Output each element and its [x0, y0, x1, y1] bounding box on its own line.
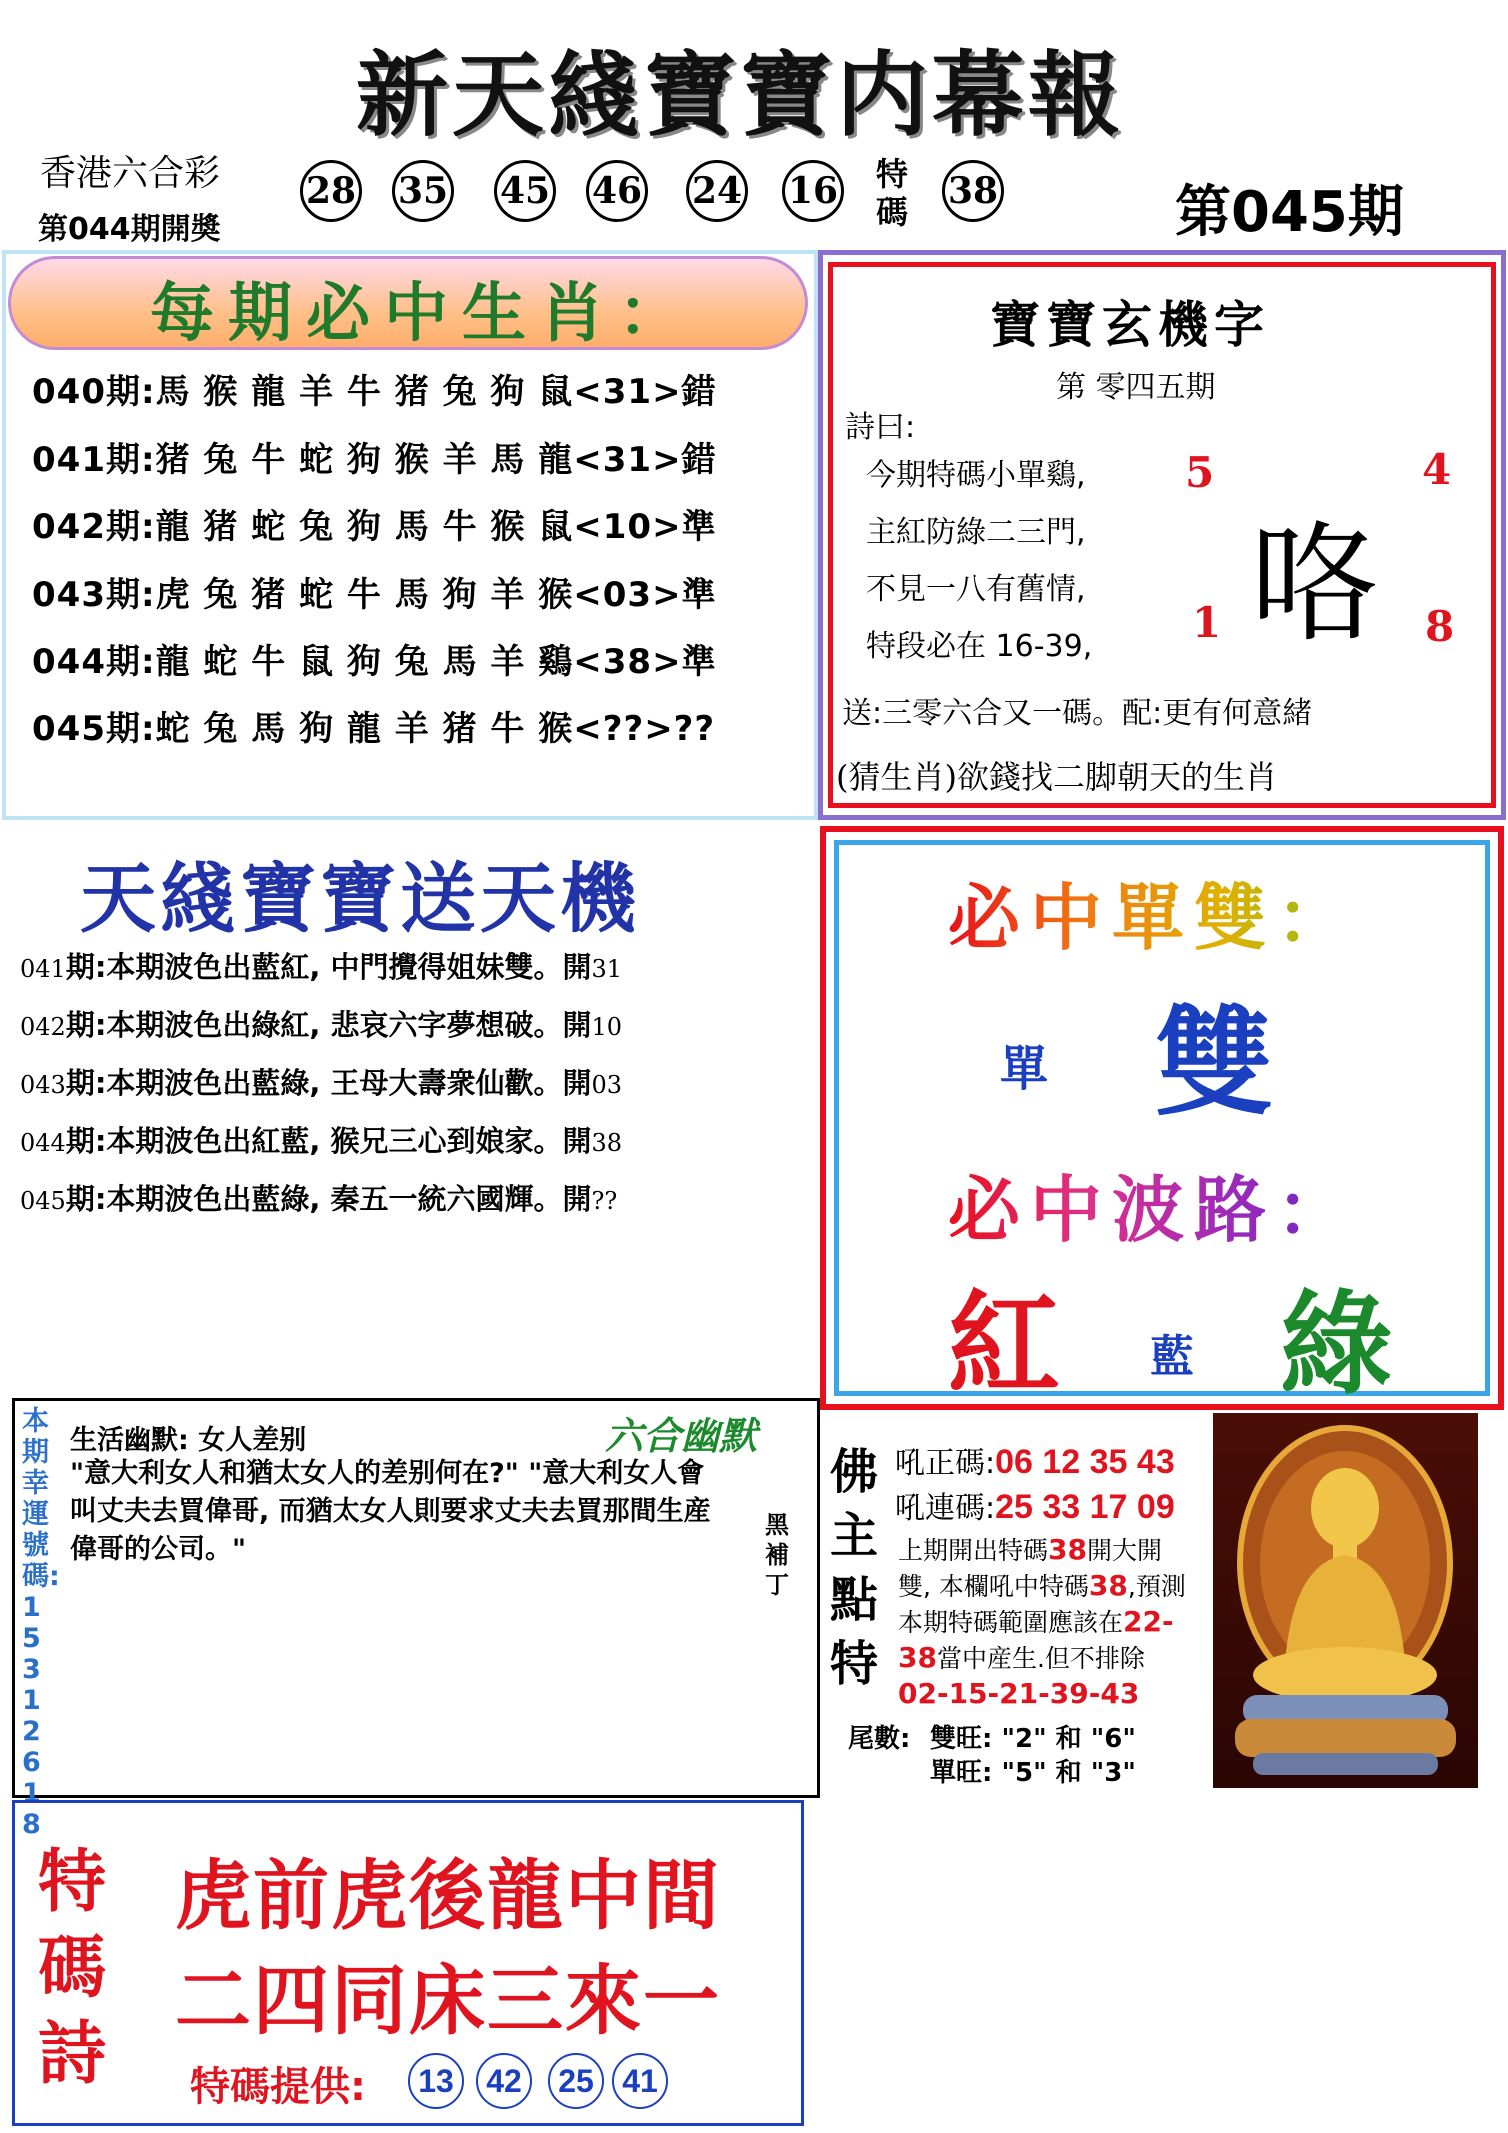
tianji-row-open: 03: [591, 1071, 623, 1099]
tianji-row-no: 041: [20, 955, 66, 983]
secret-line-2: (猜生肖)欲錢找二脚朝天的生肖: [836, 758, 1277, 796]
color-blue: 藍: [1150, 1331, 1194, 1382]
draw-number-5: 24: [686, 160, 748, 222]
zodiac-row: 042期:龍 猪 蛇 兔 狗 馬 牛 猴 鼠<10>準: [32, 507, 717, 547]
secret-line-1: 送:三零六合又一碼。配:更有何意緒: [842, 696, 1313, 731]
draw-number-6: 16: [782, 160, 844, 222]
humor-body: "意大利女人和猶太女人的差别何在?" "意大利女人會叫丈夫去買偉哥, 而猶太女人則要求丈夫去買那間生産偉哥的公司。": [70, 1458, 711, 1565]
desc-text: ,預測本期特碼範圍應該在: [898, 1572, 1186, 1637]
zodiac-row: 045期:蛇 兔 馬 狗 龍 羊 猪 牛 猴<??>??: [32, 709, 716, 749]
draw-number-4: 46: [586, 160, 648, 222]
tianji-row: [20, 1003, 622, 1044]
desc-number: 38: [1048, 1533, 1087, 1566]
corner-number-tr: 4: [1422, 445, 1452, 494]
humor-note: 黑補丁: [765, 1511, 789, 1599]
page-title: 新天綫寶寶内幕報: [355, 42, 1124, 149]
zheng-label: 吼正碼:: [895, 1446, 996, 1481]
poem-side-char: 碼: [38, 1929, 107, 2008]
desc-text: 開大開雙, 本欄吼中特碼: [898, 1536, 1162, 1601]
special-label-2: 碼: [876, 193, 909, 231]
odd-even-title: 必中單雙：: [948, 860, 1358, 964]
desc-text: 當中産生.但不排除: [936, 1644, 1145, 1673]
tianji-row-open: 31: [591, 955, 623, 983]
odd-small: 單: [1000, 1041, 1049, 1097]
corner-number-bl: 1: [1192, 598, 1222, 647]
desc-range: 22-38: [898, 1605, 1174, 1674]
secret-big-char: 咯: [1250, 508, 1381, 660]
tianji-row: [20, 1061, 622, 1102]
tianji-row-no: 042: [20, 1013, 66, 1041]
tianji-row-text: 期:本期波色出紅藍, 猴兄三心到娘家。開: [65, 1124, 592, 1158]
lucky-numbers: 本期幸運號碼:15 31 26 18: [22, 1406, 60, 1840]
secret-title: 寶寶玄機字: [990, 295, 1270, 354]
lottery-name: 香港六合彩: [40, 153, 221, 194]
tianji-row-no: 045: [20, 1187, 66, 1215]
even-big: 雙: [1155, 994, 1274, 1132]
buddha-image: [1213, 1413, 1478, 1788]
zodiac-title: 每期必中生肖：: [150, 277, 696, 351]
draw-number-1: 28: [300, 160, 362, 222]
tianji-row-text: 期:本期波色出藍綠, 秦五一統六國輝。開: [65, 1182, 592, 1216]
secret-issue: 第 零四五期: [1056, 370, 1216, 405]
lian-code: [895, 1483, 1175, 1527]
provide-number: 42: [476, 2053, 532, 2109]
tail-double: 雙旺: "2" 和 "6": [930, 1724, 1136, 1754]
poem-label: 詩曰:: [845, 410, 916, 445]
tianji-row-open: 38: [591, 1129, 623, 1157]
tianji-title: 天綫寶寶送天機: [80, 854, 640, 943]
tianji-row-text: 期:本期波色出藍紅, 中門攪得姐妹雙。開: [65, 950, 592, 984]
draw-label: 第044期開奬: [38, 212, 221, 247]
special-label-1: 特: [876, 155, 909, 193]
draw-number-2: 35: [392, 160, 454, 222]
draw-number-3: 45: [494, 160, 556, 222]
special-number: 38: [942, 160, 1004, 222]
color-red: 紅: [948, 1280, 1060, 1410]
zheng-code: [895, 1438, 1175, 1482]
zodiac-row: 043期:虎 兔 猪 蛇 牛 馬 狗 羊 猴<03>準: [32, 575, 717, 615]
poem-side: [38, 1840, 106, 2098]
tail-single: 單旺: "5" 和 "3": [930, 1758, 1136, 1788]
provide-number: 13: [408, 2053, 464, 2109]
provide-number: 25: [548, 2053, 604, 2109]
poem-line: 特段必在 16-39,: [866, 629, 1093, 664]
tianji-row-no: 043: [20, 1071, 66, 1099]
buddha-description: [898, 1532, 1188, 1712]
desc-text: 上期開出特碼: [898, 1536, 1049, 1565]
tianji-row: [20, 1119, 622, 1160]
humor-heading: 生活幽默: 女人差别: [70, 1425, 307, 1456]
tianji-row-text: 期:本期波色出綠紅, 悲哀六字夢想破。開: [65, 1008, 592, 1042]
zheng-numbers: 06 12 35 43: [995, 1443, 1175, 1481]
tianji-row-text: 期:本期波色出藍綠, 王母大壽衆仙歡。開: [65, 1066, 592, 1100]
zodiac-row: 040期:馬 猴 龍 羊 牛 猪 兔 狗 鼠<31>錯: [32, 372, 717, 412]
tail-label: 尾數:: [848, 1724, 911, 1754]
issue-number: 第045期: [1175, 180, 1404, 245]
corner-number-br: 8: [1425, 602, 1455, 651]
color-route-title: 必中波路：: [948, 1152, 1358, 1256]
provide-label: 特碼提供:: [190, 2064, 366, 2110]
special-label: [876, 155, 908, 231]
zodiac-row: 041期:猪 兔 牛 蛇 狗 猴 羊 馬 龍<31>錯: [32, 440, 717, 480]
buddha-side: 佛主點特: [830, 1444, 879, 1692]
provide-number: 41: [612, 2053, 668, 2109]
desc-number: 38: [1088, 1569, 1128, 1602]
poem-line-1: 虎前虎後龍中間: [175, 1851, 721, 1940]
tianji-row-open: 10: [591, 1013, 623, 1041]
lian-numbers: 25 33 17 09: [995, 1488, 1175, 1526]
poem-line: 今期特碼小單鷄,: [866, 458, 1086, 493]
poem-side-char: 特: [38, 1843, 107, 1922]
poem-line: 主紅防綠二三門,: [866, 515, 1086, 550]
poem-side-char: 詩: [38, 2015, 107, 2094]
poem-line-2: 二四同床三來一: [175, 1956, 721, 2045]
lian-label: 吼連碼:: [895, 1491, 996, 1526]
poem-line: 不見一八有舊情,: [866, 572, 1086, 607]
color-green: 綠: [1280, 1280, 1392, 1410]
corner-number-tl: 5: [1185, 448, 1215, 497]
tianji-row-no: 044: [20, 1129, 66, 1157]
desc-exclude: 02-15-21-39-43: [898, 1677, 1140, 1710]
buddha-figure-icon: [1213, 1413, 1478, 1788]
tianji-row-open: ??: [591, 1187, 618, 1215]
tianji-row: [20, 1177, 617, 1218]
zodiac-row: 044期:龍 蛇 牛 鼠 狗 兔 馬 羊 鷄<38>準: [32, 642, 717, 682]
tianji-row: [20, 945, 622, 986]
humor-logo: 六合幽默: [605, 1414, 758, 1458]
